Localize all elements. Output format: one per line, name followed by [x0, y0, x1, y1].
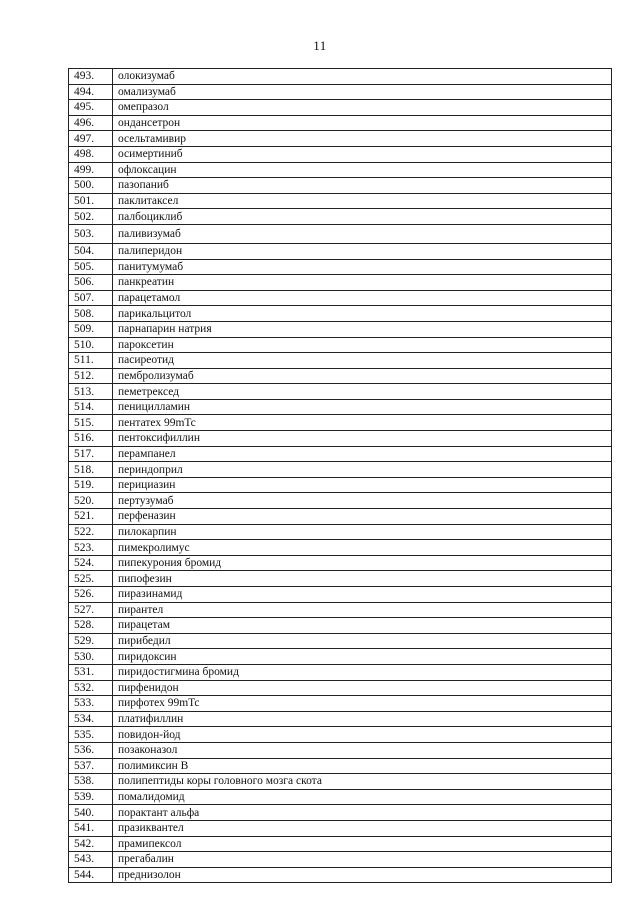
- drug-name: пентатех 99mTc: [113, 415, 612, 431]
- page-number: 11: [313, 38, 327, 53]
- row-number: 511.: [69, 353, 113, 369]
- drug-name: позаконазол: [113, 742, 612, 758]
- row-number: 533.: [69, 696, 113, 712]
- row-number: 543.: [69, 852, 113, 868]
- table-row: [69, 368, 612, 384]
- drug-name: пароксетин: [113, 337, 612, 353]
- drug-name: платифиллин: [113, 711, 612, 727]
- drug-name: панкреатин: [113, 275, 612, 291]
- drug-name: панитумумаб: [113, 259, 612, 275]
- row-number: 508.: [69, 306, 113, 322]
- table-row: [69, 696, 612, 712]
- table-row: [69, 384, 612, 400]
- drug-name: пирантел: [113, 602, 612, 618]
- row-number: 509.: [69, 321, 113, 337]
- drug-name: полимиксин В: [113, 758, 612, 774]
- drug-name: преднизолон: [113, 867, 612, 883]
- table-row: [69, 836, 612, 852]
- row-number: 502.: [69, 209, 113, 225]
- row-number: 537.: [69, 758, 113, 774]
- table-row: [69, 680, 612, 696]
- table-row: [69, 243, 612, 259]
- drug-name: парацетамол: [113, 290, 612, 306]
- table-row: [69, 774, 612, 790]
- drug-name: повидон-йод: [113, 727, 612, 743]
- row-number: 500.: [69, 178, 113, 194]
- drug-name: офлоксацин: [113, 162, 612, 178]
- table-row: [69, 571, 612, 587]
- row-number: 512.: [69, 368, 113, 384]
- row-number: 503.: [69, 224, 113, 243]
- drug-name: омализумаб: [113, 84, 612, 100]
- row-number: 520.: [69, 493, 113, 509]
- table-row: [69, 399, 612, 415]
- row-number: 501.: [69, 193, 113, 209]
- row-number: 518.: [69, 462, 113, 478]
- drug-name: пирацетам: [113, 618, 612, 634]
- table-row: [69, 146, 612, 162]
- table-row: [69, 477, 612, 493]
- table-row: [69, 524, 612, 540]
- row-number: 497.: [69, 131, 113, 147]
- table-row: [69, 306, 612, 322]
- drug-name: палбоциклиб: [113, 209, 612, 225]
- table-row: [69, 587, 612, 603]
- drug-name: пеметрексед: [113, 384, 612, 400]
- table-row: [69, 758, 612, 774]
- drug-name: пипофезин: [113, 571, 612, 587]
- table-row: [69, 209, 612, 225]
- row-number: 516.: [69, 431, 113, 447]
- drug-name: осельтамивир: [113, 131, 612, 147]
- drug-name: пасиреотид: [113, 353, 612, 369]
- drug-name: пертузумаб: [113, 493, 612, 509]
- row-number: 525.: [69, 571, 113, 587]
- table-row: [69, 162, 612, 178]
- drug-name: пиридоксин: [113, 649, 612, 665]
- table-row: [69, 259, 612, 275]
- drug-name: периндоприл: [113, 462, 612, 478]
- table-row: [69, 131, 612, 147]
- row-number: 521.: [69, 509, 113, 525]
- row-number: 515.: [69, 415, 113, 431]
- table-row: [69, 555, 612, 571]
- row-number: 524.: [69, 555, 113, 571]
- row-number: 538.: [69, 774, 113, 790]
- table-row: [69, 353, 612, 369]
- table-row: [69, 742, 612, 758]
- row-number: 531.: [69, 664, 113, 680]
- row-number: 534.: [69, 711, 113, 727]
- table-row: [69, 602, 612, 618]
- drug-name: ондансетрон: [113, 115, 612, 131]
- drug-name: пирфотех 99mTc: [113, 696, 612, 712]
- row-number: 498.: [69, 146, 113, 162]
- drug-name: помалидомид: [113, 789, 612, 805]
- row-number: 505.: [69, 259, 113, 275]
- table-row: [69, 789, 612, 805]
- table-row: [69, 431, 612, 447]
- row-number: 540.: [69, 805, 113, 821]
- row-number: 517.: [69, 446, 113, 462]
- drug-name: осимертиниб: [113, 146, 612, 162]
- row-number: 495.: [69, 100, 113, 116]
- table-row: [69, 224, 612, 243]
- row-number: 522.: [69, 524, 113, 540]
- table-row: [69, 290, 612, 306]
- row-number: 535.: [69, 727, 113, 743]
- drug-name: перфеназин: [113, 509, 612, 525]
- table-row: [69, 618, 612, 634]
- drug-name: омепразол: [113, 100, 612, 116]
- table-row: [69, 193, 612, 209]
- drug-name: пимекролимус: [113, 540, 612, 556]
- table-row: [69, 446, 612, 462]
- table-row: [69, 462, 612, 478]
- table-row: [69, 100, 612, 116]
- row-number: 541.: [69, 820, 113, 836]
- drug-name: паливизумаб: [113, 224, 612, 243]
- table-row: [69, 509, 612, 525]
- drug-name: порактант альфа: [113, 805, 612, 821]
- table-row: [69, 115, 612, 131]
- table-row: [69, 820, 612, 836]
- table-row: [69, 493, 612, 509]
- drug-name: празиквантел: [113, 820, 612, 836]
- row-number: 544.: [69, 867, 113, 883]
- table-row: [69, 649, 612, 665]
- drug-name: пеницилламин: [113, 399, 612, 415]
- drug-name: пазопаниб: [113, 178, 612, 194]
- row-number: 536.: [69, 742, 113, 758]
- drug-name: пиразинамид: [113, 587, 612, 603]
- drug-name: пирибедил: [113, 633, 612, 649]
- drug-name: перампанел: [113, 446, 612, 462]
- table-row: [69, 321, 612, 337]
- row-number: 529.: [69, 633, 113, 649]
- drug-list-body: [69, 69, 612, 883]
- drug-list-table: [68, 68, 612, 883]
- drug-name: пирфенидон: [113, 680, 612, 696]
- drug-name: перициазин: [113, 477, 612, 493]
- row-number: 514.: [69, 399, 113, 415]
- row-number: 523.: [69, 540, 113, 556]
- row-number: 494.: [69, 84, 113, 100]
- drug-name: полипептиды коры головного мозга скота: [113, 774, 612, 790]
- row-number: 528.: [69, 618, 113, 634]
- row-number: 506.: [69, 275, 113, 291]
- table-row: [69, 540, 612, 556]
- row-number: 542.: [69, 836, 113, 852]
- row-number: 530.: [69, 649, 113, 665]
- row-number: 510.: [69, 337, 113, 353]
- row-number: 499.: [69, 162, 113, 178]
- table-row: [69, 805, 612, 821]
- table-row: [69, 664, 612, 680]
- drug-name: паклитаксел: [113, 193, 612, 209]
- row-number: 507.: [69, 290, 113, 306]
- drug-name: пилокарпин: [113, 524, 612, 540]
- row-number: 527.: [69, 602, 113, 618]
- table-row: [69, 69, 612, 85]
- drug-name: олокизумаб: [113, 69, 612, 85]
- table-row: [69, 84, 612, 100]
- drug-name: пиридостигмина бромид: [113, 664, 612, 680]
- drug-name: пипекурония бромид: [113, 555, 612, 571]
- row-number: 493.: [69, 69, 113, 85]
- table-row: [69, 178, 612, 194]
- table-row: [69, 727, 612, 743]
- row-number: 519.: [69, 477, 113, 493]
- row-number: 513.: [69, 384, 113, 400]
- table-row: [69, 711, 612, 727]
- drug-name: прегабалин: [113, 852, 612, 868]
- table-row: [69, 275, 612, 291]
- row-number: 496.: [69, 115, 113, 131]
- drug-name: пембролизумаб: [113, 368, 612, 384]
- drug-name: парикальцитол: [113, 306, 612, 322]
- row-number: 532.: [69, 680, 113, 696]
- drug-name: прамипексол: [113, 836, 612, 852]
- table-row: [69, 415, 612, 431]
- table-row: [69, 867, 612, 883]
- drug-name: парнапарин натрия: [113, 321, 612, 337]
- row-number: 526.: [69, 587, 113, 603]
- table-row: [69, 337, 612, 353]
- row-number: 539.: [69, 789, 113, 805]
- row-number: 504.: [69, 243, 113, 259]
- table-row: [69, 852, 612, 868]
- table-row: [69, 633, 612, 649]
- drug-name: палиперидон: [113, 243, 612, 259]
- drug-name: пентоксифиллин: [113, 431, 612, 447]
